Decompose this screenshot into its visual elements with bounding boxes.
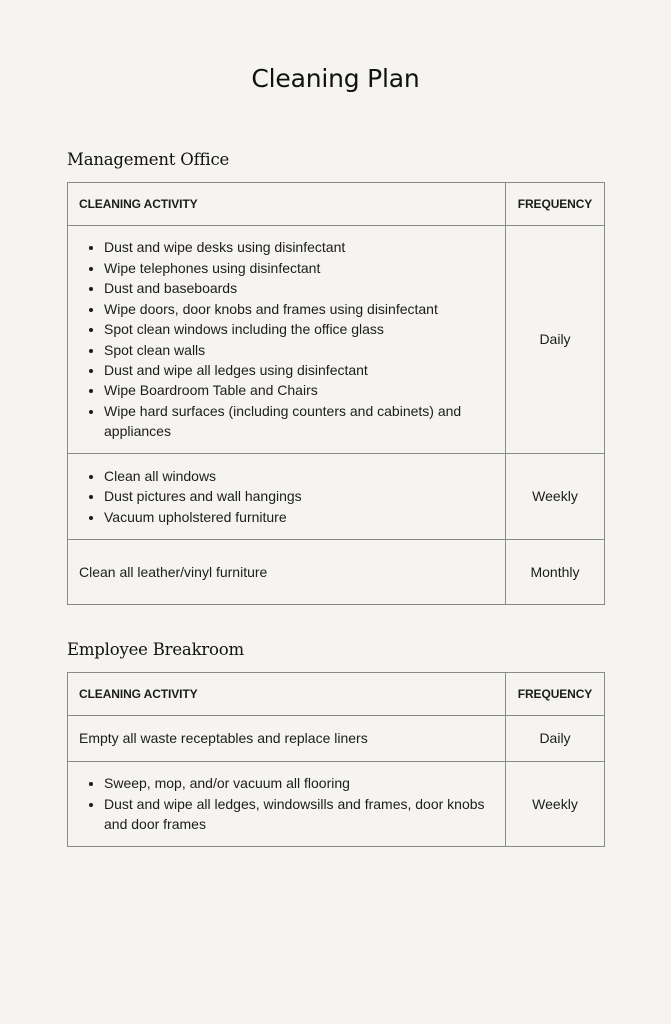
list-item: • Dust and wipe desks using disinfectant: [104, 237, 495, 257]
activity-list: [79, 773, 495, 834]
list-item: • Spot clean walls: [104, 340, 495, 360]
activity-list: [79, 237, 495, 441]
table-row: [68, 762, 605, 847]
table-row: [68, 716, 605, 762]
list-item: • Vacuum upholstered furniture: [104, 507, 495, 527]
column-header-activity: CLEANING ACTIVITY: [68, 673, 506, 716]
list-item: • Dust and wipe all ledges using disinfectant: [104, 360, 495, 380]
table-row: [68, 540, 605, 605]
column-header-frequency: FREQUENCY: [506, 673, 605, 716]
column-header-activity: CLEANING ACTIVITY: [68, 183, 506, 226]
activity-cell: [68, 226, 506, 454]
table-header-row: [68, 183, 605, 226]
frequency-cell: Daily: [506, 226, 605, 454]
activity-cell: [68, 762, 506, 847]
list-item: • Wipe telephones using disinfectant: [104, 258, 495, 278]
list-item: • Wipe doors, door knobs and frames using disinfectant: [104, 299, 495, 319]
list-item: • Dust pictures and wall hangings: [104, 486, 495, 506]
list-item: • Sweep, mop, and/or vacuum all flooring: [104, 773, 495, 793]
column-header-frequency: FREQUENCY: [506, 183, 605, 226]
list-item: • Wipe hard surfaces (including counters and cabinets) and appliances: [104, 401, 495, 442]
activity-list: [79, 466, 495, 527]
section-heading-management-office: Management Office: [67, 150, 230, 169]
page-title: Cleaning Plan: [251, 64, 420, 93]
management-office-table: [67, 182, 605, 605]
activity-cell: Empty all waste receptables and replace liners: [68, 716, 506, 762]
table-row: [68, 226, 605, 454]
activity-cell: Clean all leather/vinyl furniture: [68, 540, 506, 605]
list-item: • Dust and baseboards: [104, 278, 495, 298]
frequency-cell: Monthly: [506, 540, 605, 605]
frequency-cell: Weekly: [506, 762, 605, 847]
employee-breakroom-table: [67, 672, 605, 847]
table-row: [68, 454, 605, 540]
list-item: • Dust and wipe all ledges, windowsills and frames, door knobs and door frames: [104, 794, 495, 835]
activity-cell: [68, 454, 506, 540]
list-item: • Wipe Boardroom Table and Chairs: [104, 380, 495, 400]
frequency-cell: Weekly: [506, 454, 605, 540]
table-header-row: [68, 673, 605, 716]
frequency-cell: Daily: [506, 716, 605, 762]
list-item: • Spot clean windows including the office glass: [104, 319, 495, 339]
section-heading-employee-breakroom: Employee Breakroom: [67, 640, 244, 659]
list-item: • Clean all windows: [104, 466, 495, 486]
